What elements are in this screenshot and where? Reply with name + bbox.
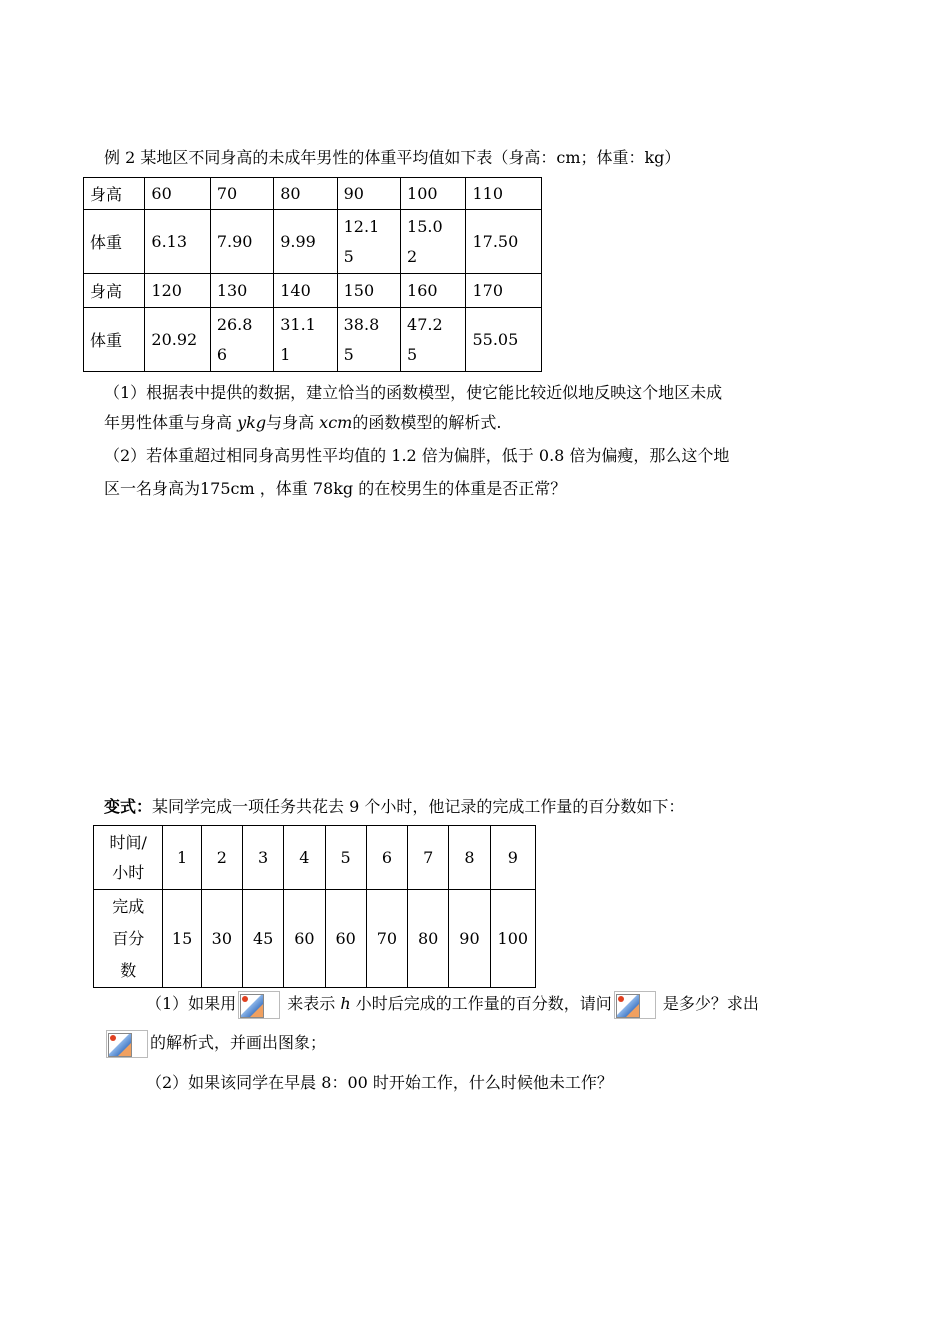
table-cell (337, 210, 400, 274)
cell-part: 38.8 (343, 314, 380, 334)
table-cell: 体重 (84, 308, 145, 372)
broken-image-icon (238, 991, 280, 1019)
example2-title: 例 2 某地区不同身高的未成年男性的体重平均值如下表（身高：cm；体重：kg） (104, 148, 681, 167)
table-cell: 70 (210, 178, 273, 210)
cell-part: 百分 (112, 928, 145, 948)
text-part: 的函数模型的解析式. (352, 413, 502, 432)
table-cell: 60 (284, 890, 325, 988)
table-cell: 20.92 (145, 308, 210, 372)
cell-part: 2 (407, 246, 418, 266)
table-cell: 90 (449, 890, 490, 988)
cell-part: 1 (280, 344, 291, 364)
example2-q1-line1: （1）根据表中提供的数据，建立恰当的函数模型，使它能比较近似地反映这个地区未成 (104, 383, 723, 402)
cell-part: 15.0 (407, 216, 443, 236)
table-cell: 5 (325, 826, 366, 890)
cell-part: 完成 (112, 896, 145, 916)
example2-q2-line2: 区一名身高为175cm ，体重 78kg 的在校男生的体重是否正常？ (104, 479, 567, 498)
cell-part: 5 (407, 344, 418, 364)
table-cell: 体重 (84, 210, 145, 274)
table-row (94, 826, 536, 890)
cell-part: 47.2 (407, 314, 443, 334)
table-cell: 30 (201, 890, 242, 988)
cell-part: 数 (120, 960, 137, 980)
variant-label: 变式： (104, 797, 153, 816)
variant-intro-text: 某同学完成一项任务共花去 9 个小时，他记录的完成工作量的百分数如下： (152, 797, 685, 816)
table-cell: 60 (145, 178, 210, 210)
table-cell: 7.90 (210, 210, 273, 274)
text-part: 的解析式，并画出图象； (150, 1033, 327, 1052)
table-cell: 80 (408, 890, 449, 988)
table-row (84, 178, 542, 210)
variant-q1-line2 (104, 1029, 326, 1058)
cell-part: 5 (343, 246, 354, 266)
cell-part: 12.1 (343, 216, 380, 236)
table-row (94, 890, 536, 988)
text-part: 与身高 (266, 413, 320, 432)
table-cell (94, 826, 163, 890)
cell-part: 6 (216, 344, 227, 364)
table-row (84, 274, 542, 308)
table-row (84, 308, 542, 372)
variant-q1-line1 (146, 990, 759, 1019)
text-part: 小时后完成的工作量的百分数，请问 (350, 994, 612, 1013)
table-cell: 9 (490, 826, 535, 890)
table-cell: 8 (449, 826, 490, 890)
height-weight-table (83, 177, 542, 372)
table-cell: 6.13 (145, 210, 210, 274)
table-cell: 3 (242, 826, 283, 890)
table-cell (337, 308, 400, 372)
var-y: ykg (237, 413, 267, 432)
table-cell: 60 (325, 890, 366, 988)
example2-q2-line1: （2）若体重超过相同身高男性平均值的 1.2 倍为偏胖，低于 0.8 倍为偏瘦，那么这个地 (104, 446, 730, 465)
table-cell (210, 308, 273, 372)
table-cell: 150 (337, 274, 400, 308)
table-cell: 100 (401, 178, 466, 210)
table-cell: 7 (408, 826, 449, 890)
text-part: 来表示 (282, 994, 341, 1013)
table-cell: 120 (145, 274, 210, 308)
table-cell: 70 (366, 890, 407, 988)
table-cell: 160 (401, 274, 466, 308)
table-cell: 4 (284, 826, 325, 890)
table-cell: 2 (201, 826, 242, 890)
table-cell (274, 308, 337, 372)
text-part: 年男性体重与身高 (104, 413, 238, 432)
table-cell: 140 (274, 274, 337, 308)
work-progress-table (93, 825, 536, 988)
table-cell: 100 (490, 890, 535, 988)
cell-part: 31.1 (280, 314, 316, 334)
table-cell (94, 890, 163, 988)
text-part: （1）如果用 (146, 994, 237, 1013)
table-cell: 170 (466, 274, 542, 308)
text-part: 是多少？求出 (657, 994, 759, 1013)
table-row (84, 210, 542, 274)
table-cell (401, 210, 466, 274)
example2-q1-line2 (104, 410, 501, 433)
variant-q2: （2）如果该同学在早晨 8：00 时开始工作，什么时候他未工作？ (146, 1073, 613, 1092)
var-x: xcm (319, 413, 353, 432)
table-cell: 9.99 (274, 210, 337, 274)
table-cell: 80 (274, 178, 337, 210)
broken-image-icon (614, 991, 656, 1019)
table-cell: 90 (337, 178, 400, 210)
table-cell: 15 (163, 890, 201, 988)
table-cell: 110 (466, 178, 542, 210)
cell-part: 小时 (112, 862, 145, 882)
cell-part: 5 (343, 344, 354, 364)
variant-intro (104, 794, 684, 817)
table-cell: 130 (210, 274, 273, 308)
var-h: h (340, 994, 351, 1013)
table-cell: 45 (242, 890, 283, 988)
table-cell: 身高 (84, 274, 145, 308)
table-cell: 身高 (84, 178, 145, 210)
table-cell: 55.05 (466, 308, 542, 372)
table-cell (401, 308, 466, 372)
cell-part: 时间/ (109, 832, 147, 852)
table-cell: 17.50 (466, 210, 542, 274)
broken-image-icon (106, 1030, 148, 1058)
table-cell: 1 (163, 826, 201, 890)
table-cell: 6 (366, 826, 407, 890)
cell-part: 26.8 (216, 314, 253, 334)
